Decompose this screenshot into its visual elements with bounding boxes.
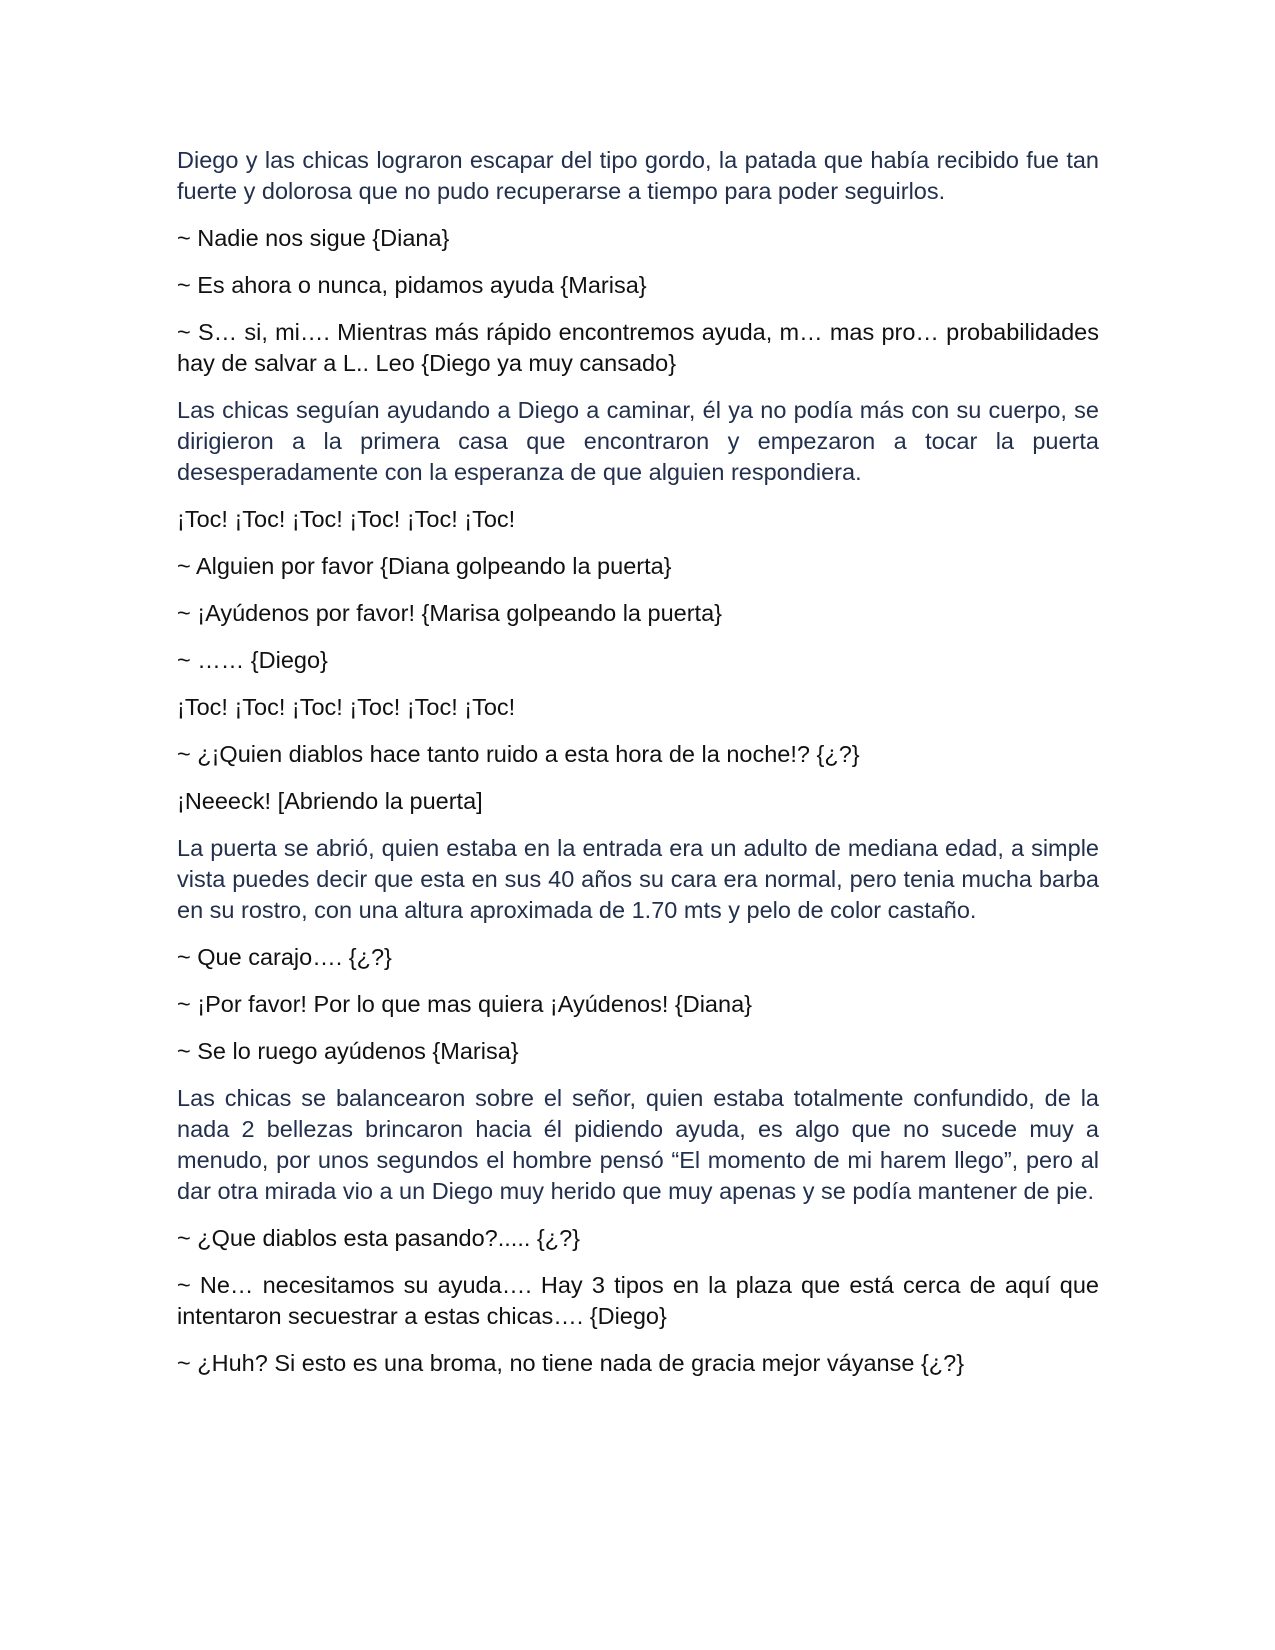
sound-effect-line: ¡Toc! ¡Toc! ¡Toc! ¡Toc! ¡Toc! ¡Toc! [177, 694, 516, 720]
document-page [177, 145, 1099, 1395]
dialogue-line: ~ ¡Por favor! Por lo que mas quiera ¡Ayúdenos! {Diana} [177, 991, 752, 1017]
dialogue-line: ~ Es ahora o nunca, pidamos ayuda {Marisa} [177, 272, 647, 298]
dialogue-line: ~ ¿Que diablos esta pasando?..... {¿?} [177, 1225, 581, 1251]
sound-effect-line: ¡Toc! ¡Toc! ¡Toc! ¡Toc! ¡Toc! ¡Toc! [177, 506, 516, 532]
narration-paragraph: Las chicas se balancearon sobre el señor, quien estaba totalmente confundido, de la nada 2 bellezas brincaron hacia él pidiendo ayuda, es algo que no sucede muy a menudo, por unos segundos el hombre pensó “El momento de mi harem llego”, pero al dar otra mirada vio a un Diego muy herido que muy apenas y se podía mantener de pie. [177, 1085, 1099, 1204]
dialogue-line: ~ Nadie nos sigue {Diana} [177, 225, 450, 251]
sound-effect-line: ¡Neeeck! [Abriendo la puerta] [177, 788, 483, 814]
narration-paragraph: Diego y las chicas lograron escapar del tipo gordo, la patada que había recibido fue tan fuerte y dolorosa que no pudo recuperarse a tiempo para poder seguirlos. [177, 147, 1099, 204]
narration-paragraph: Las chicas seguían ayudando a Diego a caminar, él ya no podía más con su cuerpo, se dirigieron a la primera casa que encontraron y empezaron a tocar la puerta desesperadamente con la esperanza de que alguien respondiera. [177, 397, 1099, 485]
dialogue-line: ~ ¿¡Quien diablos hace tanto ruido a esta hora de la noche!? {¿?} [177, 741, 860, 767]
dialogue-line: ~ …… {Diego} [177, 647, 328, 673]
dialogue-line: ~ Se lo ruego ayúdenos {Marisa} [177, 1038, 519, 1064]
dialogue-line: ~ ¡Ayúdenos por favor! {Marisa golpeando la puerta} [177, 600, 722, 626]
dialogue-line: ~ ¿Huh? Si esto es una broma, no tiene nada de gracia mejor váyanse {¿?} [177, 1350, 965, 1376]
dialogue-line: ~ Ne… necesitamos su ayuda…. Hay 3 tipos en la plaza que está cerca de aquí que intentaron secuestrar a estas chicas…. {Diego} [177, 1272, 1099, 1329]
narration-paragraph: La puerta se abrió, quien estaba en la entrada era un adulto de mediana edad, a simple vista puedes decir que esta en sus 40 años su cara era normal, pero tenia mucha barba en su rostro, con una altura aproximada de 1.70 mts y pelo de color castaño. [177, 835, 1099, 923]
dialogue-line: ~ Que carajo…. {¿?} [177, 944, 392, 970]
dialogue-line: ~ Alguien por favor {Diana golpeando la puerta} [177, 553, 672, 579]
dialogue-line: ~ S… si, mi…. Mientras más rápido encontremos ayuda, m… mas pro… probabilidades hay de salvar a L.. Leo {Diego ya muy cansado} [177, 319, 1099, 376]
